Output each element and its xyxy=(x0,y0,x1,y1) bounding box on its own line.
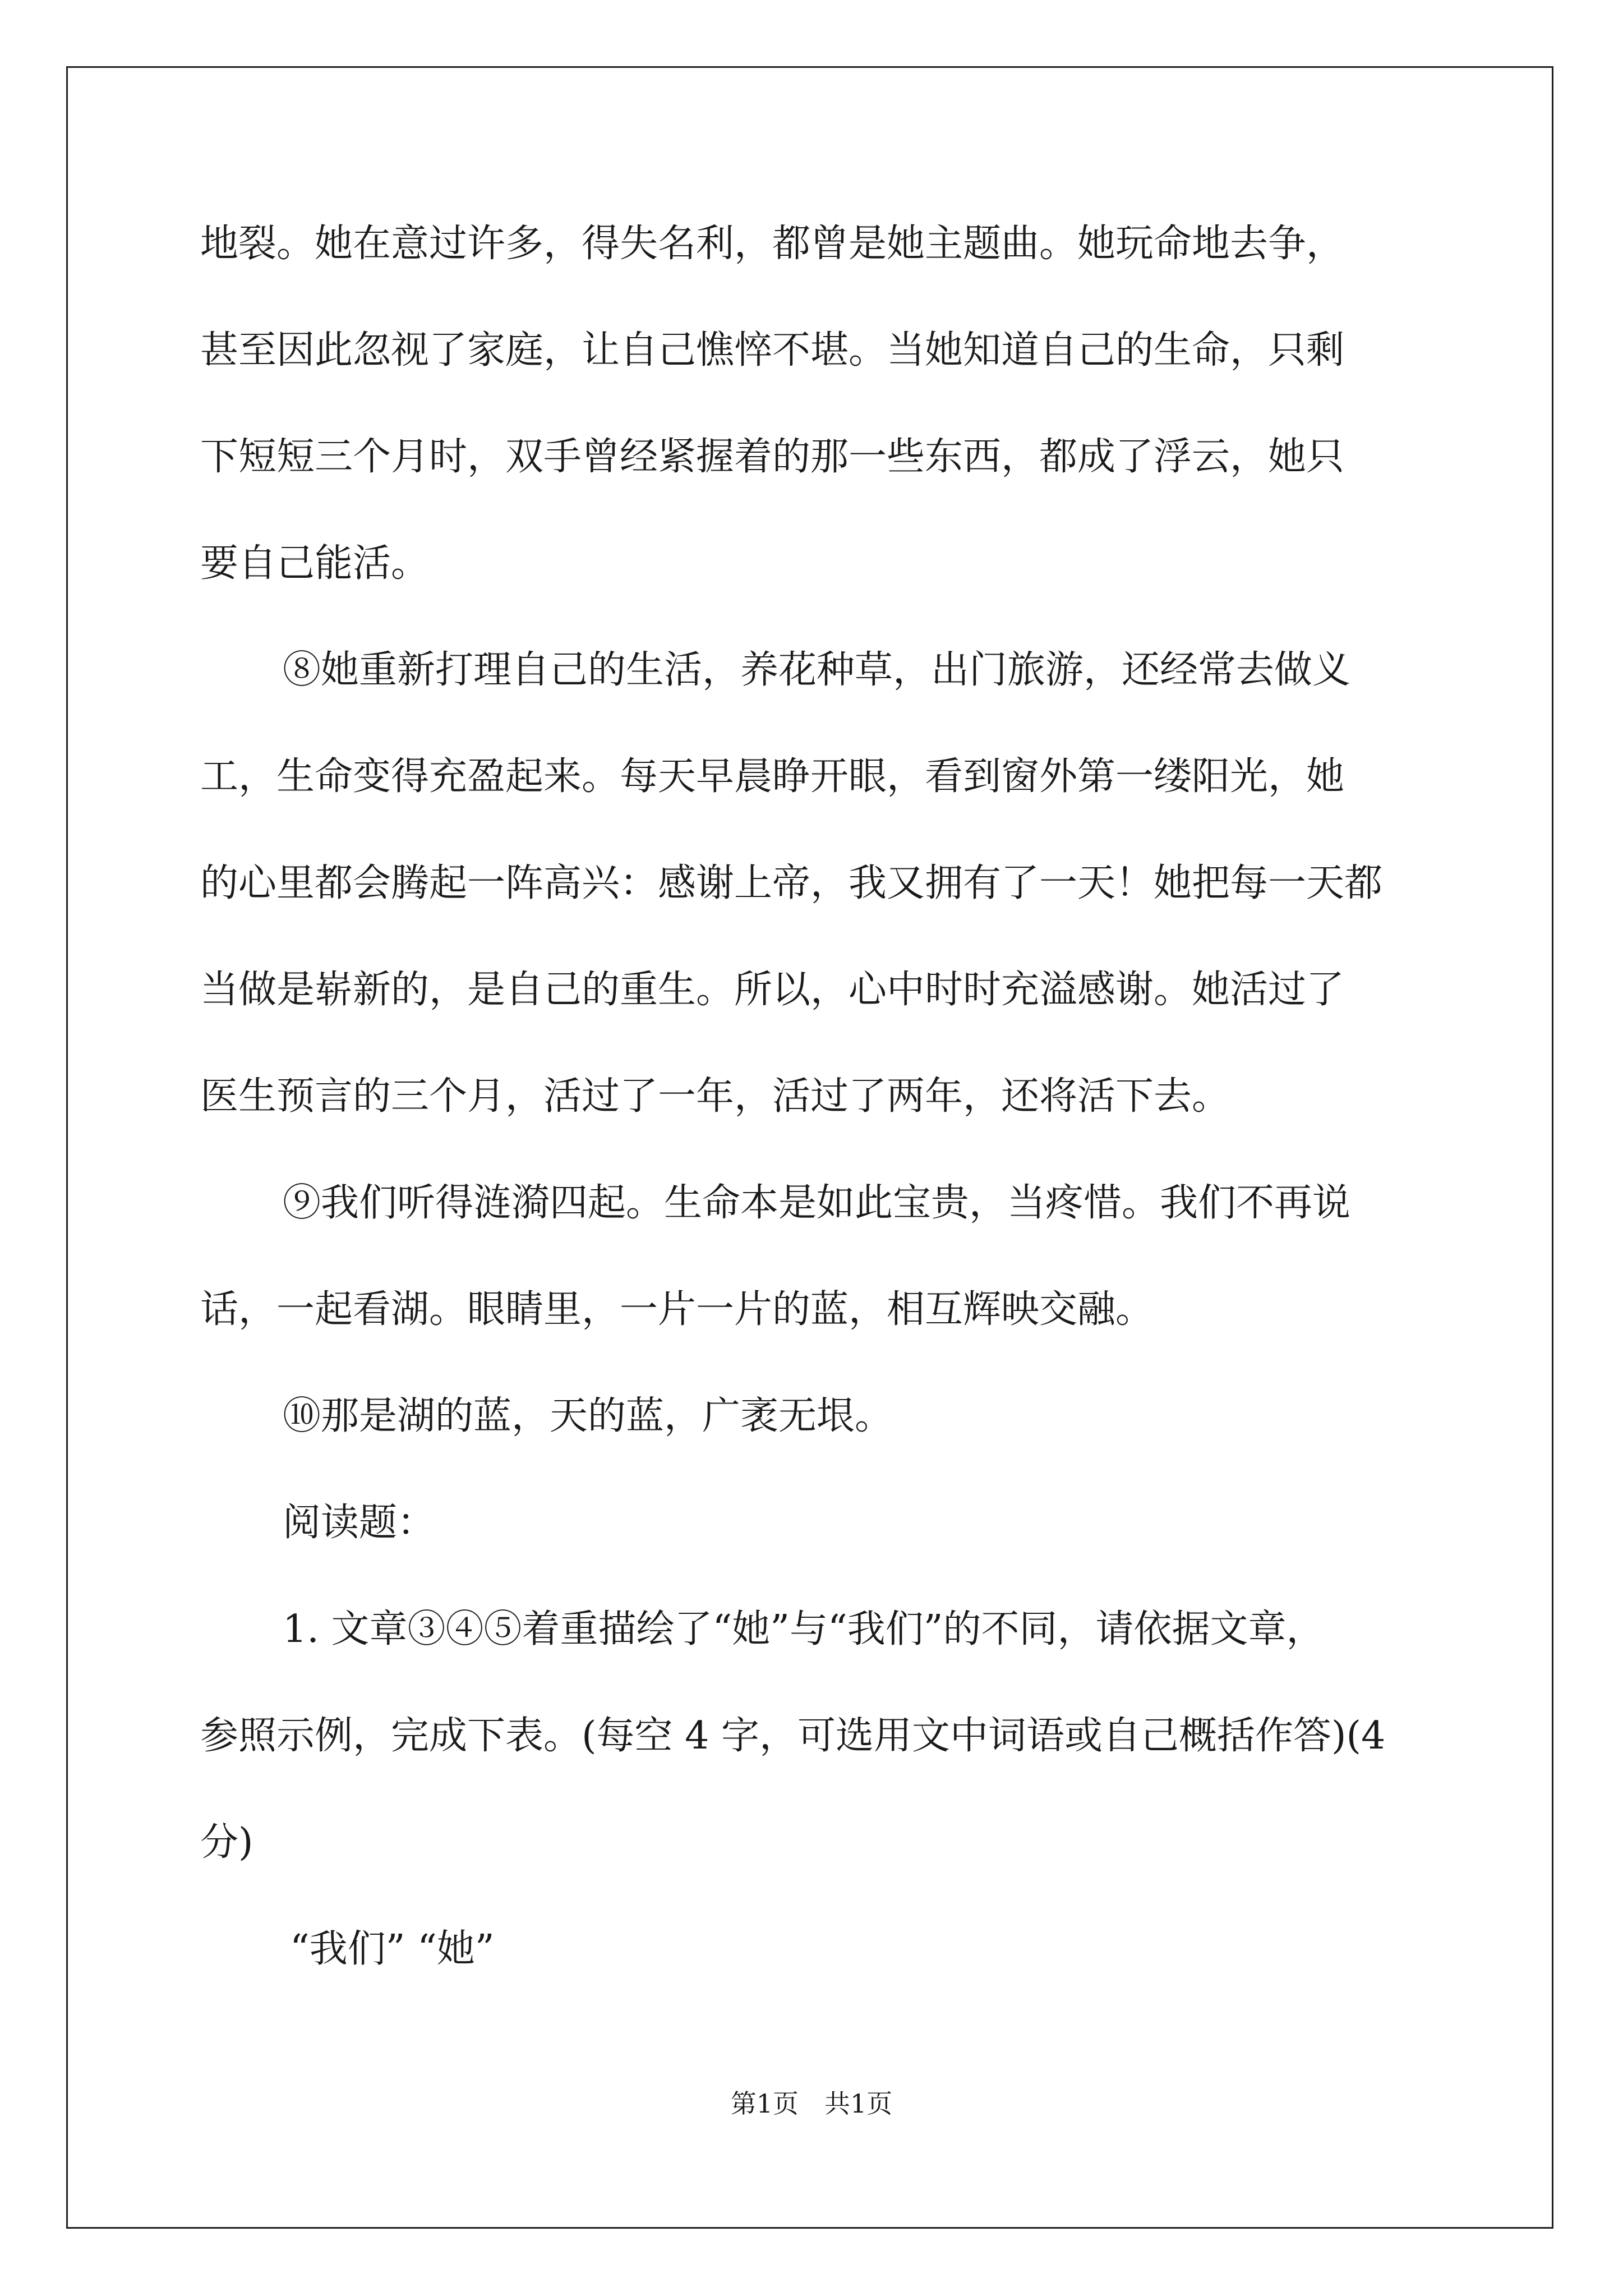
paragraph-8-line-5: 医生预言的三个月，活过了一年，活过了两年，还将活下去。 xyxy=(200,1074,1230,1119)
text-line-3: 下短短三个月时，双手曾经紧握着的那一些东西，都成了浮云，她只 xyxy=(200,435,1345,479)
page-border xyxy=(66,66,1553,2229)
question-1-line-2: 参照示例，完成下表。(每空 4 字，可选用文中词语或自己概括作答)(4 xyxy=(200,1714,1386,1758)
text-line-4: 要自己能活。 xyxy=(200,541,430,586)
paragraph-8-line-2: 工，生命变得充盈起来。每天早晨睁开眼，看到窗外第一缕阳光，她 xyxy=(200,754,1345,799)
paragraph-8-line-3: 的心里都会腾起一阵高兴：感谢上帝，我又拥有了一天！她把每一天都 xyxy=(200,861,1383,905)
question-1-line-1: 1. 文章③④⑤着重描绘了“她”与“我们”的不同，请依据文章， xyxy=(283,1607,1325,1651)
paragraph-8-line-4: 当做是崭新的，是自己的重生。所以，心中时时充溢感谢。她活过了 xyxy=(200,968,1345,1012)
paragraph-10-line: ⑩那是湖的蓝，天的蓝，广袤无垠。 xyxy=(283,1394,893,1438)
text-line-2: 甚至因此忽视了家庭，让自己憔悴不堪。当她知道自己的生命，只剩 xyxy=(200,328,1345,372)
table-header-row: “我们” “她” xyxy=(290,1927,495,1971)
paragraph-9-line-1: ⑨我们听得涟漪四起。生命本是如此宝贵，当疼惜。我们不再说 xyxy=(283,1181,1351,1225)
paragraph-8-line-1: ⑧她重新打理自己的生活，养花种草，出门旅游，还经常去做义 xyxy=(283,648,1351,692)
question-heading: 阅读题： xyxy=(283,1501,436,1545)
page-footer: 第1页 共1页 xyxy=(730,2088,893,2119)
text-line-1: 地裂。她在意过许多，得失名利，都曾是她主题曲。她玩命地去争， xyxy=(200,222,1345,266)
question-1-line-3: 分) xyxy=(200,1820,253,1865)
paragraph-9-line-2: 话，一起看湖。眼睛里，一片一片的蓝，相互辉映交融。 xyxy=(200,1287,1154,1332)
